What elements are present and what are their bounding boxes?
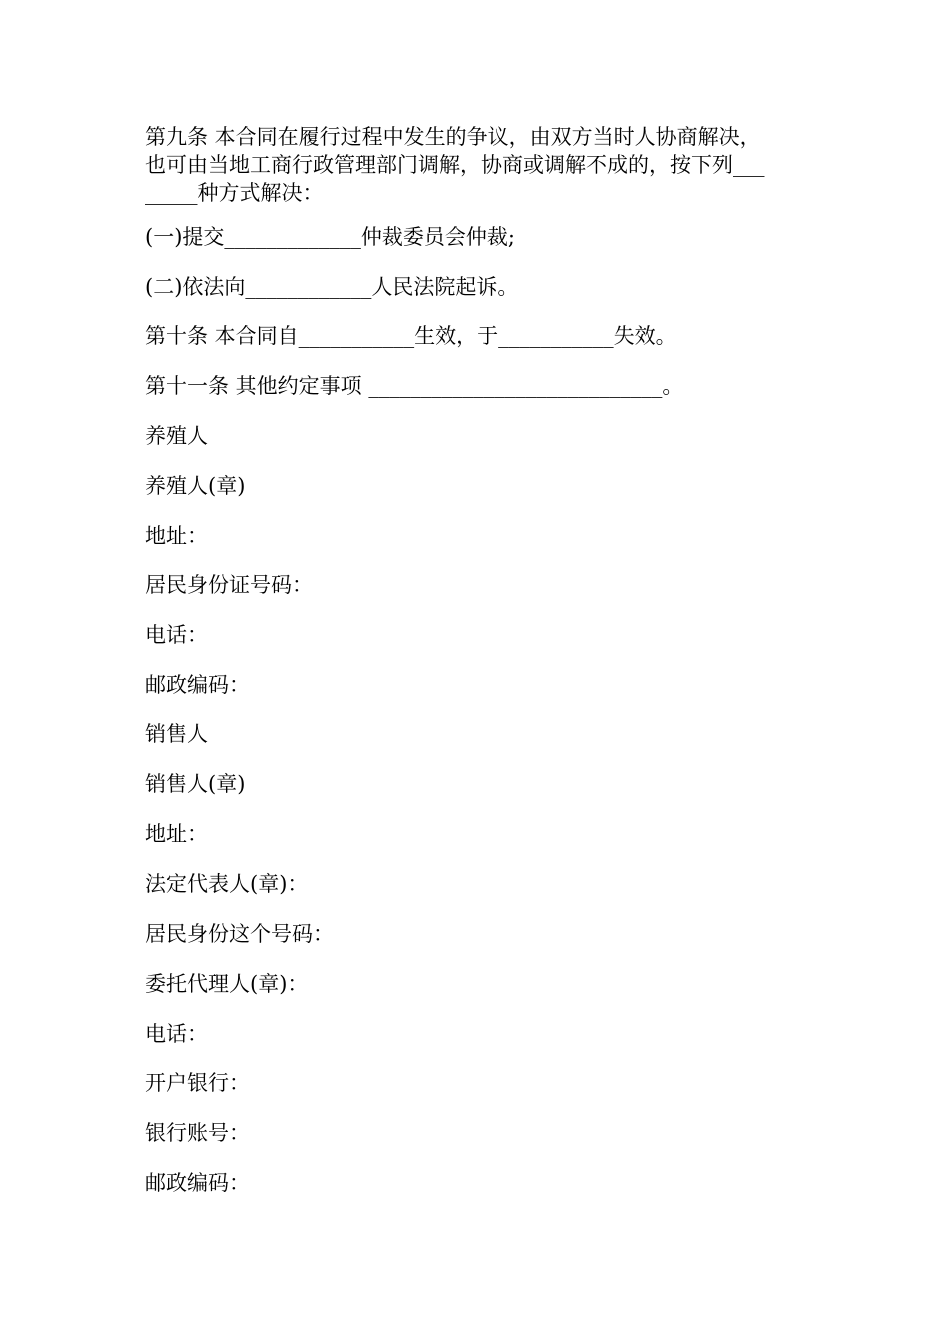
seller-address-field: 地址： bbox=[145, 822, 208, 846]
seller-id-number-field: 居民身份这个号码： bbox=[145, 922, 334, 946]
breeder-id-number-field: 居民身份证号码： bbox=[145, 573, 313, 597]
article-10-paragraph: 第十条 本合同自___________生效，于___________失效。 bbox=[145, 324, 677, 348]
breeder-seal-field: 养殖人(章) bbox=[145, 474, 246, 498]
dispute-option-court: (二)依法向____________人民法院起诉。 bbox=[145, 275, 519, 299]
article-9-line-1: 第九条 本合同在履行过程中发生的争议，由双方当时人协商解决， bbox=[145, 125, 761, 149]
seller-account-field: 银行账号： bbox=[145, 1121, 250, 1145]
seller-postal-code-field: 邮政编码： bbox=[145, 1171, 250, 1195]
dispute-option-arbitration: (一)提交_____________仲裁委员会仲裁; bbox=[145, 225, 515, 249]
seller-heading: 销售人 bbox=[145, 722, 208, 746]
article-9-line-2: 也可由当地工商行政管理部门调解，协商或调解不成的，按下列___ bbox=[145, 153, 765, 177]
seller-agent-field: 委托代理人(章)： bbox=[145, 972, 309, 996]
seller-bank-field: 开户银行： bbox=[145, 1071, 250, 1095]
breeder-address-field: 地址： bbox=[145, 524, 208, 548]
seller-seal-field: 销售人(章) bbox=[145, 772, 246, 796]
article-9-line-3: _____种方式解决： bbox=[145, 181, 324, 205]
seller-legal-rep-field: 法定代表人(章)： bbox=[145, 872, 309, 896]
article-11-paragraph: 第十一条 其他约定事项 ____________________________。 bbox=[145, 374, 684, 398]
breeder-postal-code-field: 邮政编码： bbox=[145, 673, 250, 697]
article-9-paragraph bbox=[145, 123, 815, 207]
seller-phone-field: 电话： bbox=[145, 1022, 208, 1046]
breeder-heading: 养殖人 bbox=[145, 424, 208, 448]
breeder-phone-field: 电话： bbox=[145, 623, 208, 647]
